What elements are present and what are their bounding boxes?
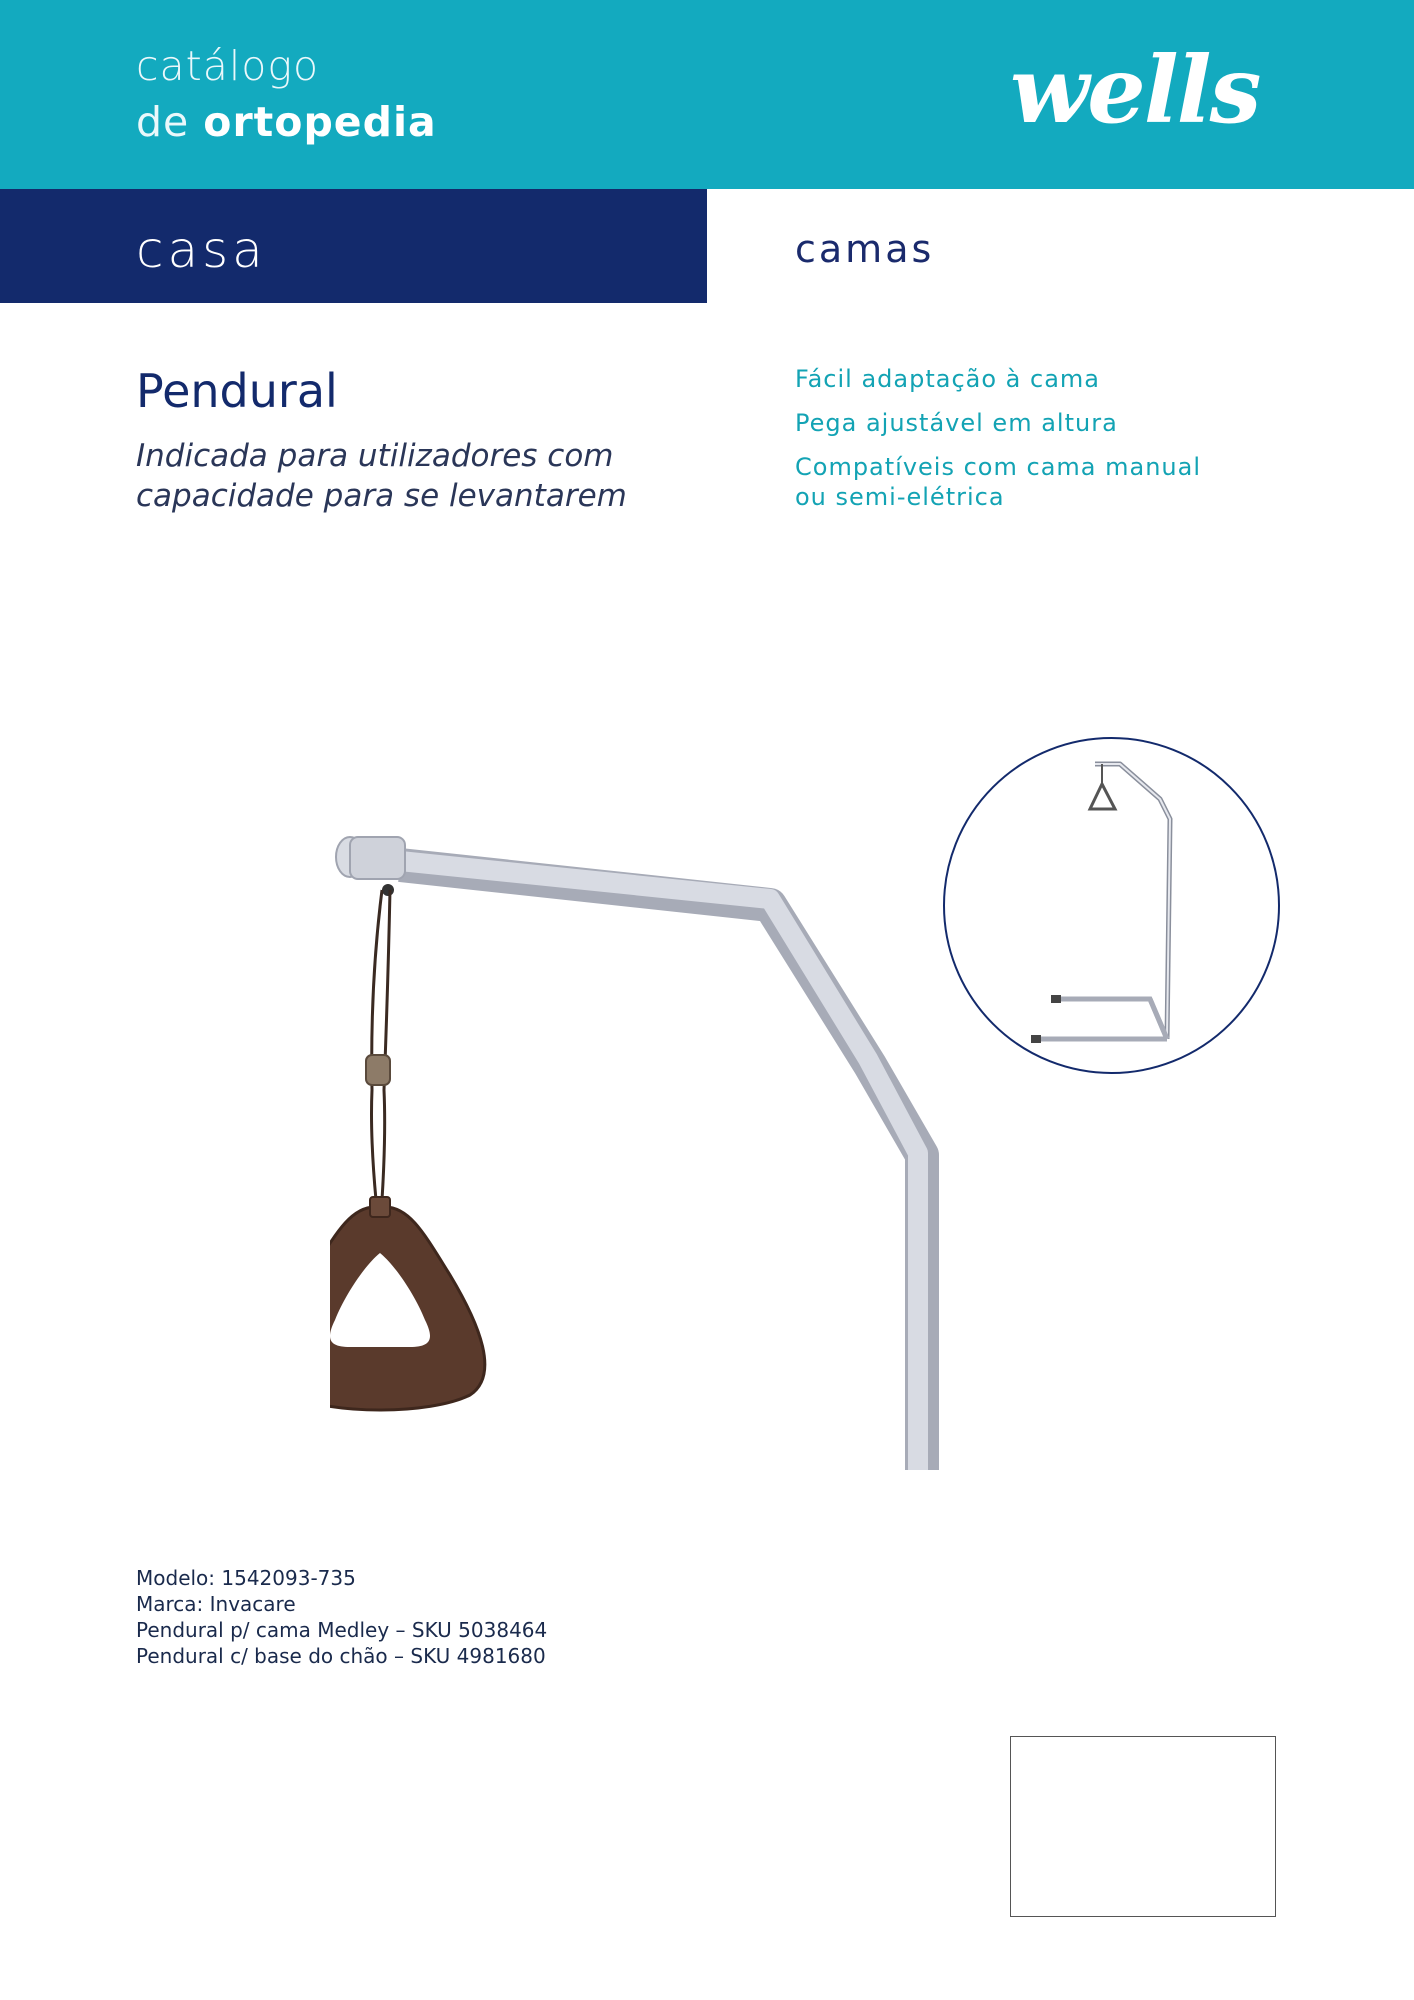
product-title: Pendural — [136, 364, 338, 418]
product-specs — [136, 1565, 547, 1669]
spec-model: Modelo: 1542093-735 — [136, 1566, 356, 1590]
feature-item: Compatíveis com cama manual ou semi-elétrica — [795, 453, 1201, 511]
floor-stand-drawing — [945, 739, 1278, 1072]
category-label: casa — [136, 221, 267, 279]
spec-brand: Marca: Invacare — [136, 1592, 296, 1616]
category-band — [0, 189, 707, 303]
catalog-title-prefix: de — [136, 98, 204, 146]
product-image-trapeze — [330, 835, 950, 1475]
inset-image-floor-stand — [943, 737, 1280, 1074]
brand-logo: wells — [1010, 36, 1260, 144]
catalog-title-line2 — [136, 98, 437, 146]
spec-sku-medley: Pendural p/ cama Medley – SKU 5038464 — [136, 1618, 548, 1642]
catalog-title-bold: ortopedia — [203, 98, 437, 146]
header-banner — [0, 0, 1414, 189]
feature-item: Fácil adaptação à cama — [795, 365, 1101, 393]
empty-box — [1010, 1736, 1276, 1917]
subcategory-label: camas — [795, 227, 935, 271]
product-subtitle: Indicada para utilizadores com capacidade para se levantarem — [136, 438, 627, 514]
feature-item: Pega ajustável em altura — [795, 409, 1118, 437]
catalog-title-line1: catálogo — [136, 42, 320, 90]
spec-sku-floor-base: Pendural c/ base do chão – SKU 4981680 — [136, 1644, 546, 1668]
